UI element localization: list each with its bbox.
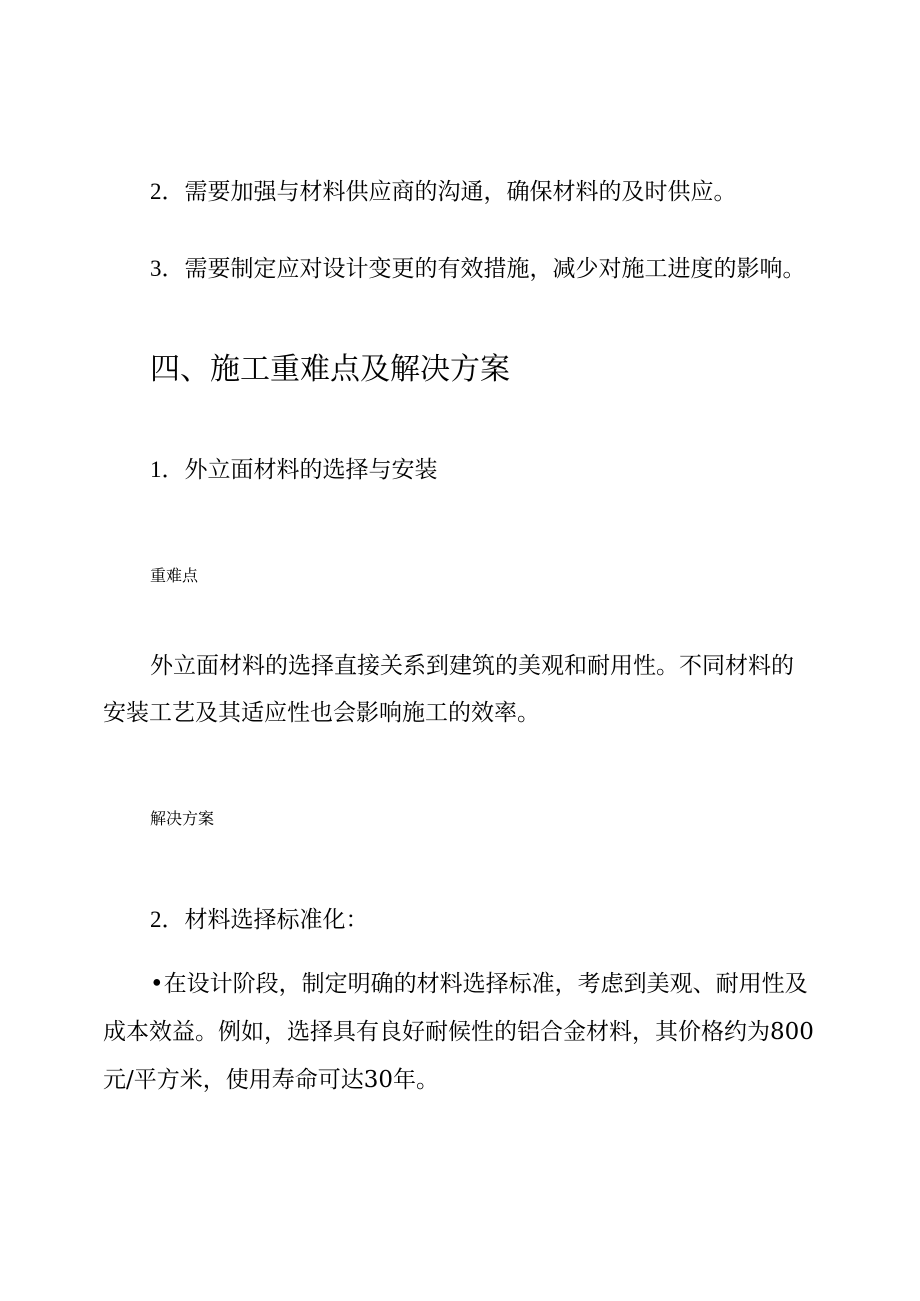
subsection-title: ．外立面材料的选择与安装: [161, 457, 438, 483]
list-item-text: ．需要加强与材料供应商的沟通，确保材料的及时供应。: [161, 179, 737, 205]
difficulty-paragraph-line-1: 外立面材料的选择直接关系到建筑的美观和耐用性。不同材料的: [150, 653, 794, 679]
difficulty-label: 重难点: [150, 566, 199, 585]
list-item-2: [150, 180, 737, 204]
list-item-text: ．需要制定应对设计变更的有效措施，减少对施工进度的影响。: [161, 256, 806, 282]
subsection-number: 2: [150, 907, 162, 932]
difficulty-paragraph-line-2: 安装工艺及其适应性也会影响施工的效率。: [103, 700, 540, 726]
subsection-heading-1: [150, 458, 438, 482]
list-item-3: [150, 257, 806, 281]
list-item-number: 3: [150, 256, 162, 281]
list-item-number: 2: [150, 179, 162, 204]
section-heading: 四、施工重难点及解决方案: [150, 352, 510, 387]
subsection-title: ．材料选择标准化：: [161, 907, 369, 933]
bullet-paragraph-line-2: 成本效益。例如，选择具有良好耐候性的铝合金材料，其价格约为800: [103, 1019, 814, 1045]
subsection-number: 1: [150, 457, 162, 482]
subsection-heading-2: [150, 908, 369, 932]
bullet-paragraph-line-1: •在设计阶段，制定明确的材料选择标准，考虑到美观、耐用性及: [150, 971, 808, 997]
bullet-paragraph-line-3: 元/平方米，使用寿命可达30年。: [103, 1067, 440, 1093]
solution-label: 解决方案: [150, 809, 215, 828]
